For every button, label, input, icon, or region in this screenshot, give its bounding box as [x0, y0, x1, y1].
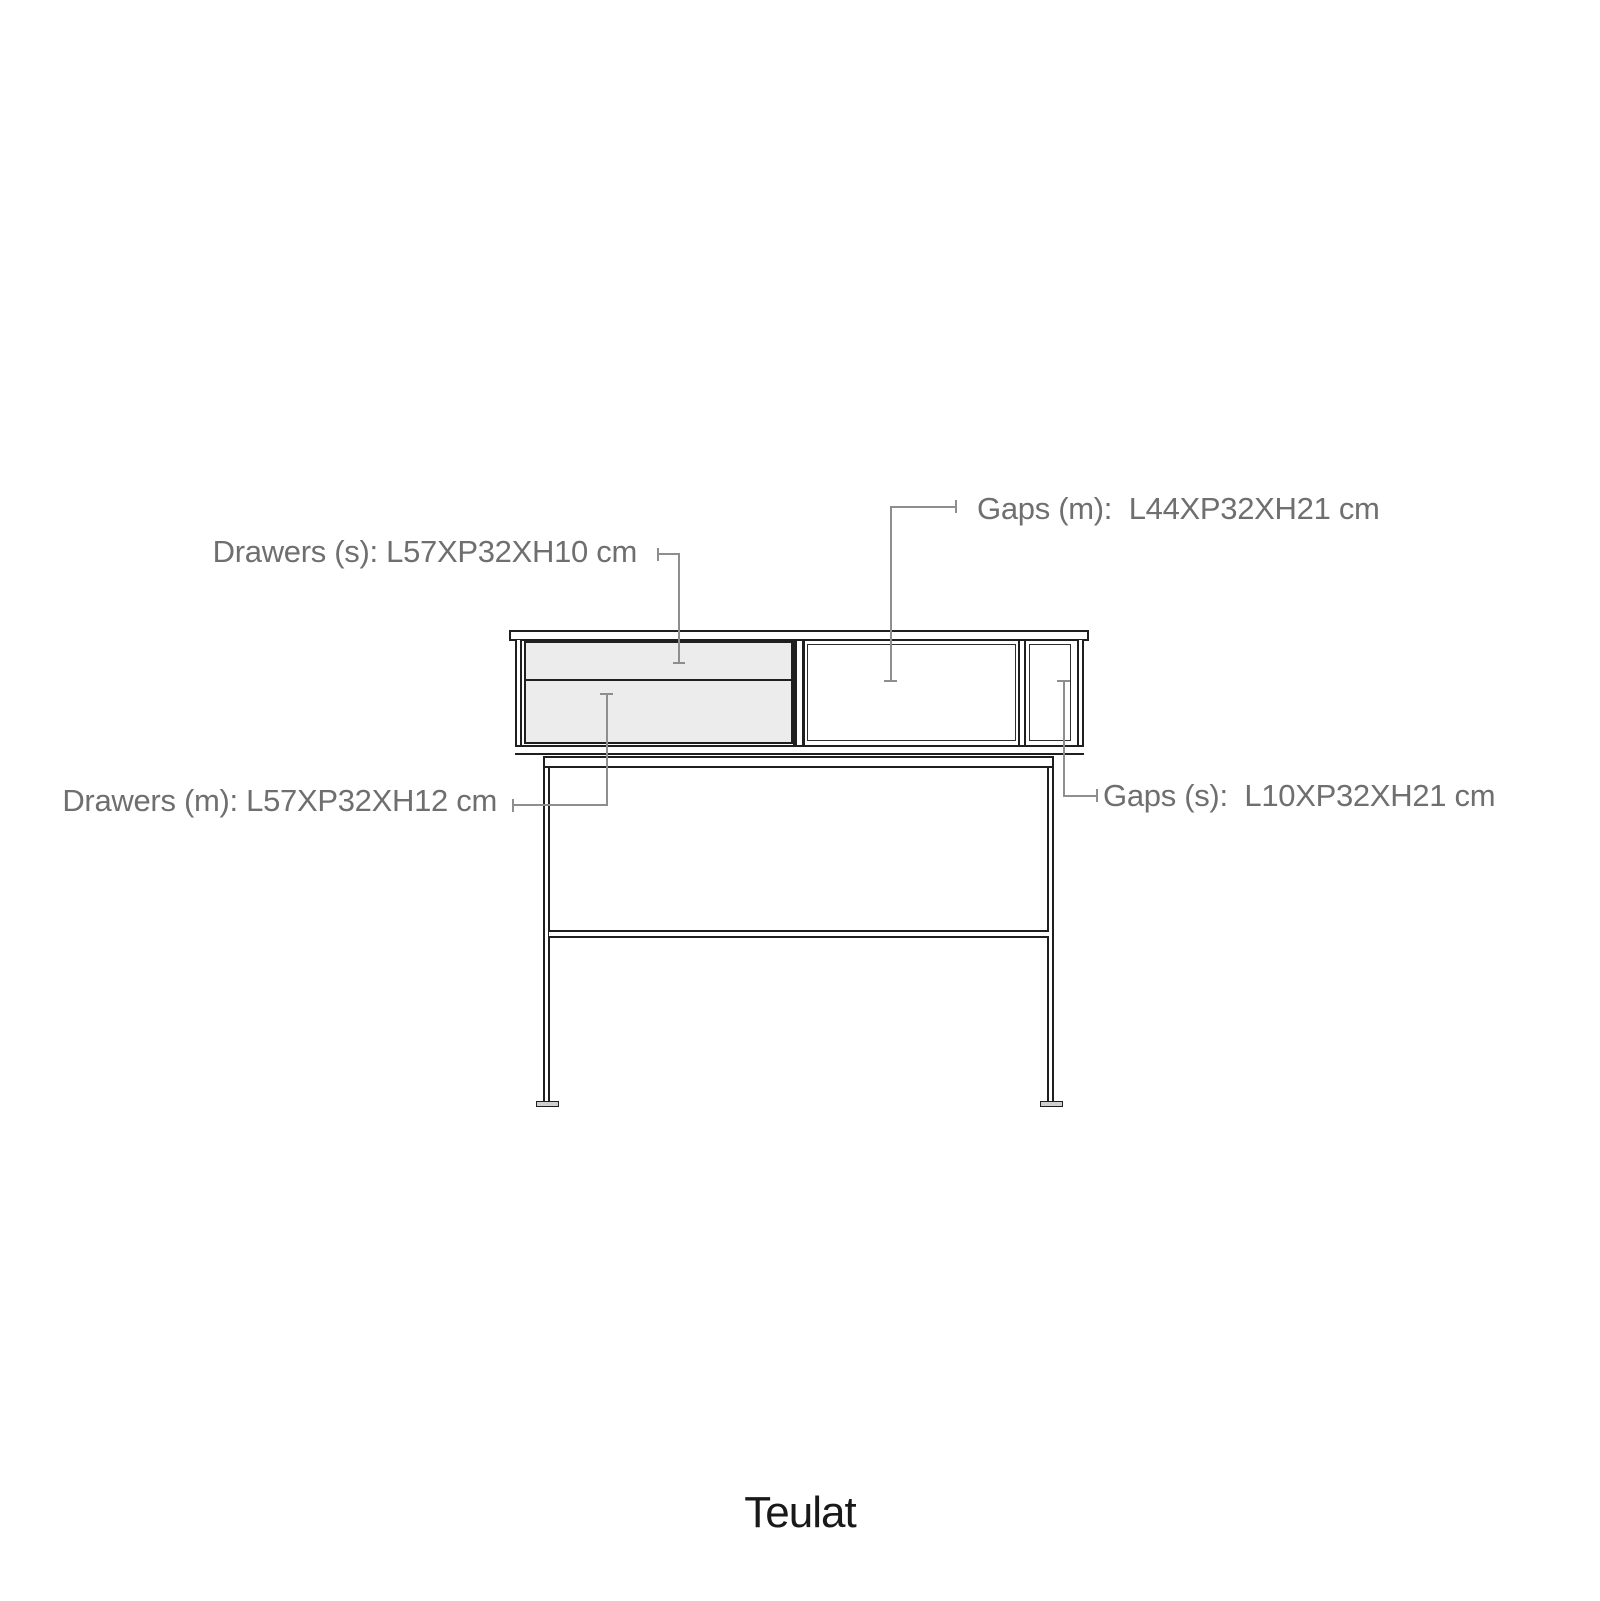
leader-line [890, 506, 956, 508]
dimension-label-drawers-s: Drawers (s): L57XP32XH10 cm [212, 534, 637, 569]
leader-tick [955, 500, 957, 513]
brand-wordmark: Teulat [744, 1488, 856, 1537]
dimension-label-drawers-m: Drawers (m): L57XP32XH12 cm [62, 783, 497, 818]
leader-line [1063, 795, 1097, 797]
drawer-section-divider [793, 641, 797, 745]
leader-line [1063, 681, 1065, 797]
bottom-drawer [524, 679, 793, 744]
dimension-label-gaps-s: Gaps (s): L10XP32XH21 cm [1103, 778, 1496, 813]
compartment-divider [1018, 641, 1026, 745]
right-foot [1040, 1101, 1063, 1107]
cabinet-top-panel [509, 630, 1089, 641]
cabinet-left-wall [515, 640, 522, 745]
leader-tick [1096, 789, 1098, 802]
cabinet-bottom-panel [515, 745, 1084, 755]
leader-line [512, 804, 608, 806]
leader-tick [600, 693, 613, 695]
leader-line [606, 694, 608, 806]
base-frame-rail [543, 756, 1054, 768]
leg-stretcher-bar [549, 930, 1049, 938]
leader-tick [673, 662, 685, 664]
open-compartment-left-wall [802, 641, 805, 745]
leader-line [890, 506, 892, 682]
top-drawer [524, 641, 793, 681]
leader-line [678, 553, 680, 663]
cabinet-right-wall [1077, 640, 1084, 745]
dimension-label-gaps-m: Gaps (m): L44XP32XH21 cm [977, 491, 1380, 526]
leader-line [657, 553, 680, 555]
leader-tick [884, 680, 897, 682]
left-foot [536, 1101, 559, 1107]
open-compartment [807, 644, 1016, 741]
